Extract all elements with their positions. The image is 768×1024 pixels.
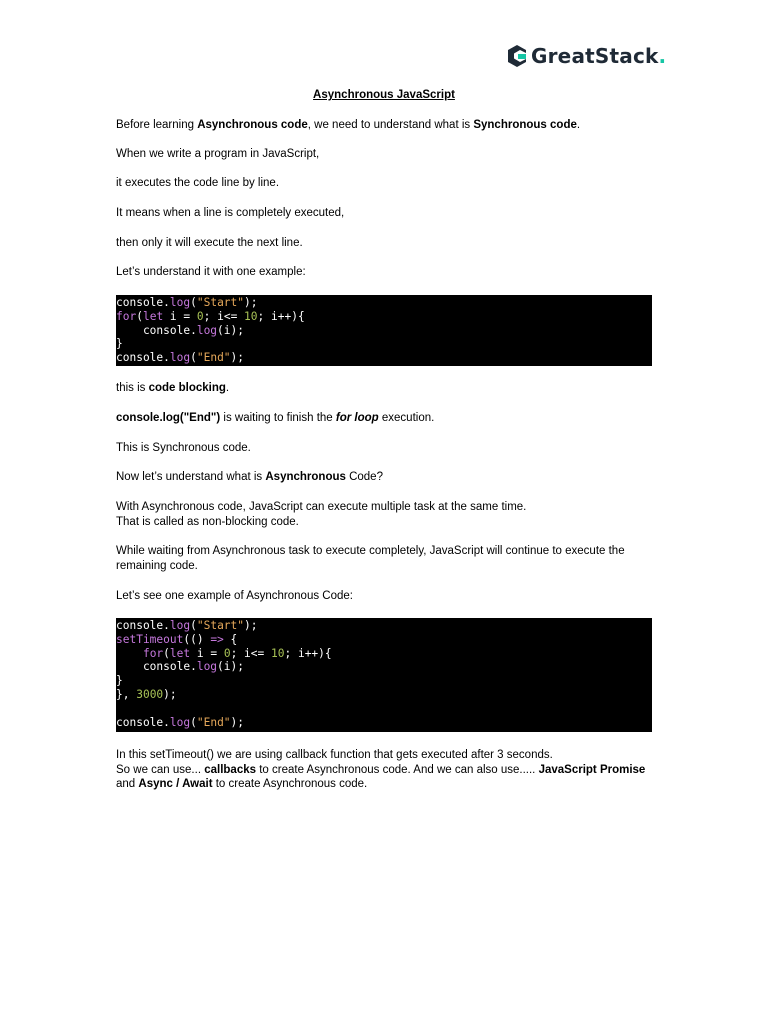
closing-line: So we can use... callbacks to create Asynchronous code. And we can also use..... JavaScript Promise xyxy=(116,764,646,776)
page-title: Asynchronous JavaScript xyxy=(313,89,455,101)
code-blocking-line: this is code blocking. xyxy=(116,382,230,394)
code-line: } xyxy=(116,674,123,688)
async-desc-line: With Asynchronous code, JavaScript can execute multiple task at the same time. xyxy=(116,501,527,513)
code-line: for(let i = 0; i<= 10; i++){ xyxy=(142,646,332,660)
greatstack-logo xyxy=(506,42,666,70)
logo-wordmark: GreatStack. xyxy=(531,44,667,68)
text-line: When we write a program in JavaScript, xyxy=(116,148,320,160)
code-line: for(let i = 0; i<= 10; i++){ xyxy=(116,309,305,323)
closing-line: In this setTimeout() we are using callback function that gets executed after 3 seconds. xyxy=(116,749,553,761)
text-line: Let’s understand it with one example: xyxy=(116,266,306,278)
code-line: console.log("Start"); xyxy=(116,619,258,632)
code-line: }, 3000); xyxy=(116,687,177,701)
async-desc-line: That is called as non-blocking code. xyxy=(116,516,299,528)
async-question: Now let’s understand what is Asynchronous Code? xyxy=(116,471,383,483)
code-line: console.log(i); xyxy=(116,660,244,674)
code-line: console.log(i); xyxy=(116,323,244,337)
code-line: console.log("End"); xyxy=(116,351,245,365)
intro-paragraph: Before learning Asynchronous code, we need to understand what is Synchronous code. xyxy=(116,119,581,131)
greatstack-logo-icon xyxy=(506,44,528,68)
async-waiting-paragraph: While waiting from Asynchronous task to execute completely, JavaScript will continue to execute the remaining code. xyxy=(116,545,625,572)
async-example-line: Let’s see one example of Asynchronous Code: xyxy=(116,590,353,602)
waiting-line: console.log("End") is waiting to finish the for loop execution. xyxy=(116,412,435,424)
text-line: then only it will execute the next line. xyxy=(116,237,303,249)
code-line: console.log("Start"); xyxy=(116,296,258,309)
code-block-sync xyxy=(116,295,652,366)
code-line: console.log("End"); xyxy=(116,715,245,729)
code-line xyxy=(116,702,652,716)
code-line: setTimeout(() => { xyxy=(116,632,238,646)
code-line: } xyxy=(116,337,123,351)
text-line: it executes the code line by line. xyxy=(116,177,280,189)
closing-line: and Async / Await to create Asynchronous code. xyxy=(116,778,368,790)
code-block-async xyxy=(116,618,652,732)
sync-line: This is Synchronous code. xyxy=(116,442,251,454)
text-line: It means when a line is completely executed, xyxy=(116,207,345,219)
